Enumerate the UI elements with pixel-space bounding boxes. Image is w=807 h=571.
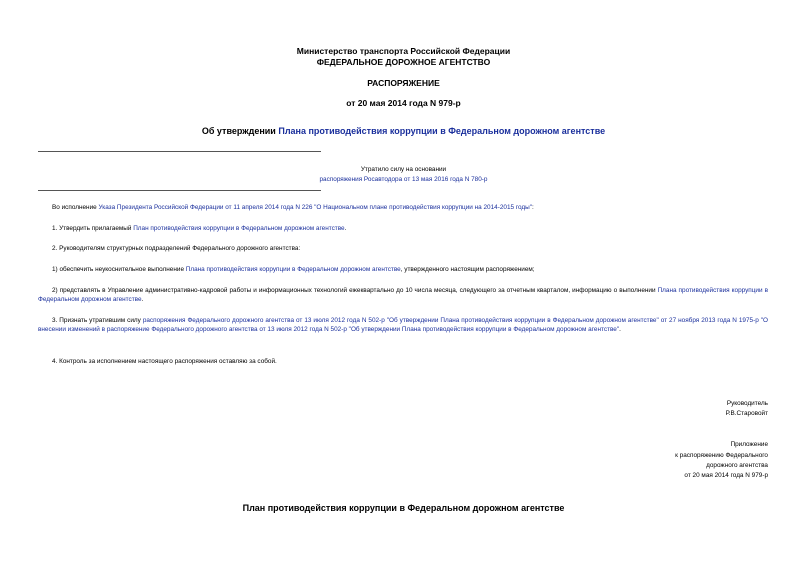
item-1-paragraph bbox=[38, 224, 768, 233]
item-2-paragraph: 2. Руководителям структурных подразделений Федерального дорожного агентства: bbox=[52, 245, 301, 252]
divider-top bbox=[38, 151, 321, 152]
decree-link[interactable]: Указа Президента Российской Федерации от 11 апреля 2014 года N 226 "О Национальном плане противодействия коррупции на 2014-2015 годы" bbox=[98, 204, 533, 211]
item-2-1-prefix: 1) обеспечить неукоснительное выполнение bbox=[52, 266, 186, 273]
item-4-paragraph: 4. Контроль за исполнением настоящего распоряжения оставляю за собой. bbox=[52, 358, 277, 365]
ministry-heading: Министерство транспорта Российской Федерации bbox=[296, 46, 511, 56]
item-2-2-plan-link[interactable]: Плана противодействия коррупции в Федеральном дорожном агентстве bbox=[38, 287, 768, 303]
item-3-paragraph bbox=[38, 316, 768, 334]
signature-name: Р.В.Старовойт bbox=[725, 410, 768, 417]
document-title bbox=[0, 126, 807, 136]
item-1-suffix: . bbox=[344, 225, 347, 232]
item-2-1-paragraph bbox=[38, 265, 768, 274]
item-3-prefix: 3. Признать утратившим силу bbox=[52, 317, 143, 324]
item-2-2-prefix: 2) представлять в Управление административно-кадровой работы и информационных технологий ежеквартально до 10 числа месяца, следующего за отчетным кварталом, информацию о выполнении bbox=[52, 287, 658, 294]
title-plan-link[interactable]: Плана противодействия коррупции в Федеральном дорожном агентстве bbox=[278, 126, 606, 136]
title-prefix: Об утверждении bbox=[201, 126, 279, 136]
item-3-orders-link[interactable]: распоряжения Федерального дорожного агентства от 13 июля 2012 года N 502-р "Об утверждении Плана противодействия коррупции в Федеральном дорожном агентстве" от 27 ноября 2013 года N 1975-р "О внесении изменений в распоряжение Федерального дорожного агентства от 13 июля 2012 года N 502-р "Об утверждении Плана противодействия коррупции в Федеральном дорожном агентстве" bbox=[38, 317, 768, 333]
preamble-prefix: Во исполнение bbox=[52, 204, 99, 211]
item-2-2-paragraph bbox=[38, 286, 768, 304]
item-1-plan-link[interactable]: План противодействия коррупции в Федеральном дорожном агентстве bbox=[133, 225, 345, 232]
plan-title: План противодействия коррупции в Федеральном дорожном агентстве bbox=[242, 503, 565, 513]
void-note-text: Утратило силу на основании bbox=[360, 166, 447, 173]
divider-bottom bbox=[38, 190, 321, 191]
appendix-ref-2: дорожного агентства bbox=[706, 462, 768, 469]
appendix-ref-1: к распоряжению Федерального bbox=[675, 452, 768, 459]
document-date: от 20 мая 2014 года N 979-р bbox=[346, 98, 461, 108]
appendix-label: Приложение bbox=[730, 441, 768, 448]
appendix-ref-3: от 20 мая 2014 года N 979-р bbox=[684, 472, 768, 479]
item-1-prefix: 1. Утвердить прилагаемый bbox=[52, 225, 134, 232]
document-type: РАСПОРЯЖЕНИЕ bbox=[367, 78, 440, 88]
preamble-suffix: : bbox=[532, 204, 534, 211]
signature-position: Руководитель bbox=[726, 400, 768, 407]
item-2-1-suffix: , утвержденного настоящим распоряжением; bbox=[400, 266, 535, 273]
agency-heading: ФЕДЕРАЛЬНОЕ ДОРОЖНОЕ АГЕНТСТВО bbox=[316, 57, 491, 67]
preamble-paragraph bbox=[38, 203, 768, 212]
item-2-1-plan-link[interactable]: Плана противодействия коррупции в Федеральном дорожном агентстве bbox=[185, 266, 401, 273]
void-note-link[interactable]: распоряжения Росавтодора от 13 мая 2016 года N 780-р bbox=[319, 176, 488, 183]
item-2-2-suffix: . bbox=[141, 296, 144, 303]
item-3-suffix: . bbox=[619, 326, 621, 333]
